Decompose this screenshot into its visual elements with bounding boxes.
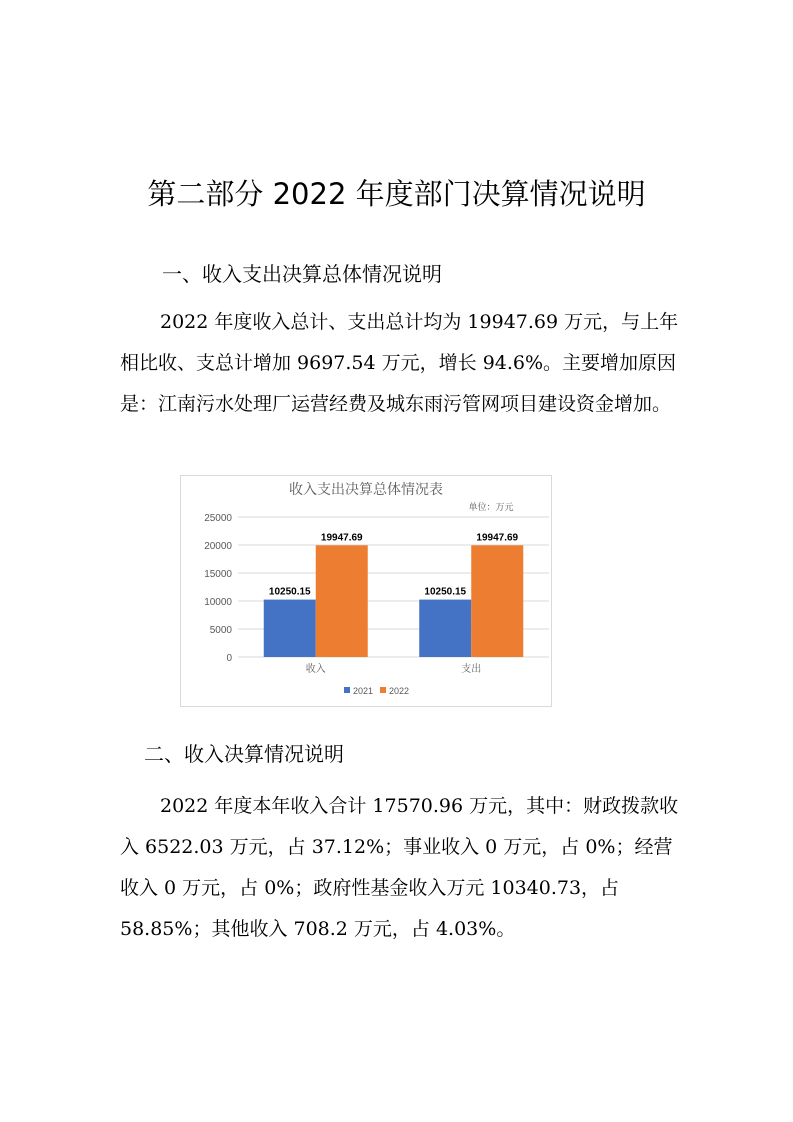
data-label: 19947.69: [320, 532, 363, 544]
legend-swatch-2021: [344, 687, 350, 693]
data-label: 19947.69: [476, 532, 519, 544]
data-label: 10250.15: [268, 586, 311, 598]
legend-swatch-2022: [380, 687, 386, 693]
y-tick-label: 0: [226, 653, 232, 664]
bar-2022-收入: [316, 545, 368, 657]
section1-paragraph: 2022 年度收入总计、支出总计均为 19947.69 万元，与上年相比收、支总计增加 9697.54 万元，增长 94.6%。主要增加原因是：江南污水处理厂运营经费及城东雨污管网项目建设资金增加。: [120, 311, 679, 415]
chart-container: [180, 475, 552, 707]
data-label: 10250.15: [424, 586, 467, 598]
legend-label: 2021: [353, 686, 374, 696]
y-tick-label: 20000: [204, 541, 232, 552]
bar-2021-支出: [419, 600, 471, 657]
legend-label: 2022: [389, 686, 410, 696]
page-title: 第二部分 2022 年度部门决算情况说明: [147, 177, 646, 211]
chart-unit-note: 单位：万元: [468, 502, 514, 512]
chart-title: 收入支出决算总体情况表: [289, 483, 443, 498]
section2-paragraph: 2022 年度本年收入合计 17570.96 万元，其中：财政拨款收入 6522.03 万元，占 37.12%；事业收入 0 万元，占 0%；经营收入 0 万元，占 0%；政府性基金收入万元 10340.73，占 58.85%；其他收入 708.2 万元，占 4.03%。: [120, 795, 679, 940]
y-tick-label: 25000: [204, 513, 232, 524]
y-tick-label: 15000: [204, 569, 232, 580]
bar-2022-支出: [471, 545, 523, 657]
x-tick-label: 收入: [305, 664, 326, 675]
bar-2021-收入: [264, 600, 316, 657]
section2-heading: 二、收入决算情况说明: [144, 742, 344, 766]
section1-heading: 一、收入支出决算总体情况说明: [162, 262, 442, 286]
x-tick-label: 支出: [461, 664, 482, 675]
y-tick-label: 10000: [204, 597, 232, 608]
bar-chart: [181, 476, 551, 706]
y-tick-label: 5000: [209, 625, 232, 636]
